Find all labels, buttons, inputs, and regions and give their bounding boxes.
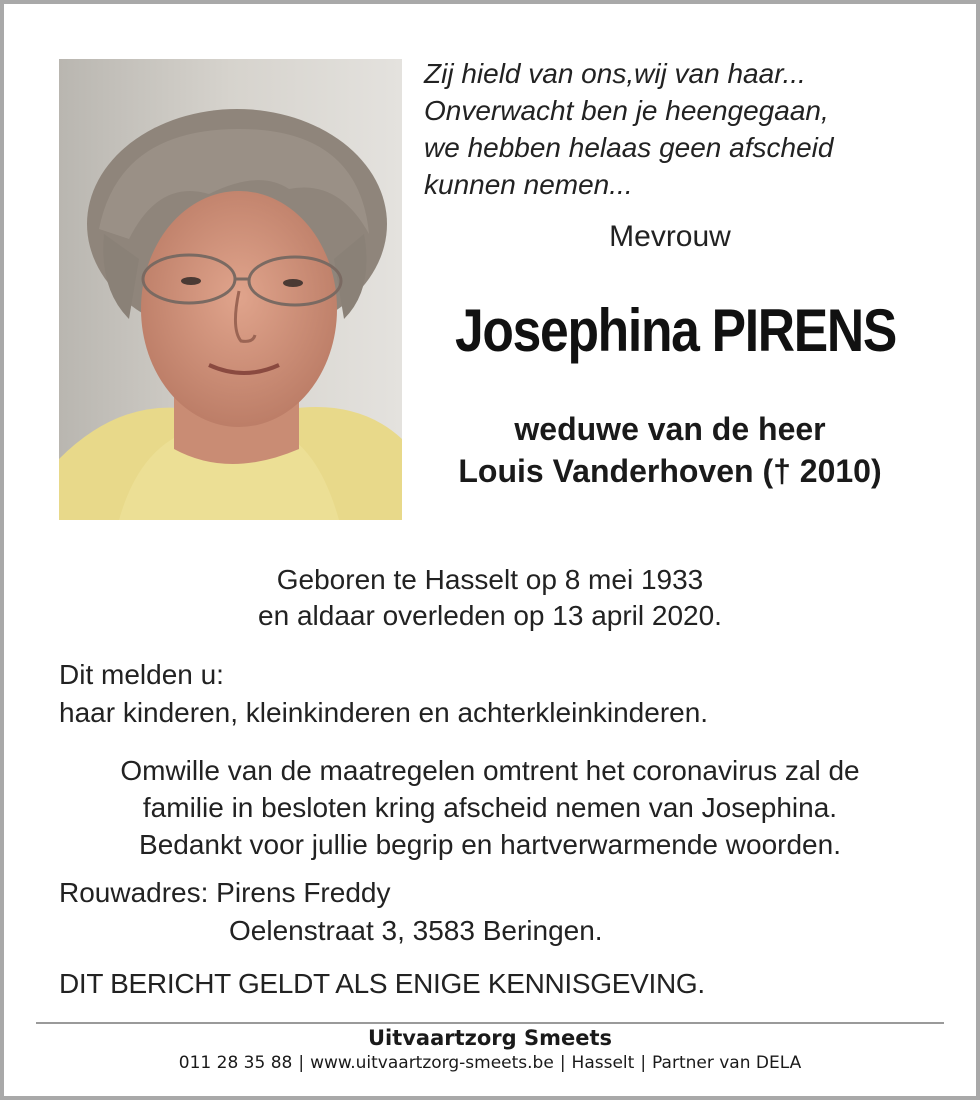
announce-line: haar kinderen, kleinkinderen en achterkleinkinderen.	[59, 697, 709, 728]
official-notice: DIT BERICHT GELDT ALS ENIGE KENNISGEVING.	[59, 968, 705, 999]
mourning-address	[59, 874, 603, 950]
partner: Partner van DELA	[652, 1053, 802, 1073]
city: Hasselt	[571, 1053, 635, 1073]
deceased-name: Josephina PIRENS	[455, 297, 897, 364]
poem-line: Zij hield van ons,wij van haar...	[424, 58, 806, 89]
death-line: en aldaar overleden op 13 april 2020.	[258, 600, 722, 631]
funeral-home-name: Uitvaartzorg Smeets	[367, 1026, 613, 1050]
birth-line: Geboren te Hasselt op 8 mei 1933	[276, 564, 704, 595]
corona-line: familie in besloten kring afscheid nemen van Josephina.	[142, 792, 838, 823]
website-link[interactable]: www.uitvaartzorg-smeets.be	[310, 1053, 554, 1073]
corona-line: Omwille van de maatregelen omtrent het coronavirus zal de	[120, 755, 860, 786]
announcement	[59, 656, 708, 732]
funeral-home-contact	[0, 1053, 980, 1073]
poem-line: kunnen nemen...	[424, 169, 633, 200]
portrait-photo	[59, 59, 402, 520]
corona-message	[0, 752, 980, 863]
widow-line: Louis Vanderhoven († 2010)	[458, 453, 882, 489]
birth-death-info	[0, 562, 980, 634]
corona-line: Bedankt voor jullie begrip en hartverwarmende woorden.	[139, 829, 841, 860]
phone-number: 011 28 35 88	[178, 1053, 293, 1073]
poem-line: Onverwacht ben je heengegaan,	[424, 95, 829, 126]
address-street: Oelenstraat 3, 3583 Beringen.	[229, 915, 603, 946]
footer-divider	[36, 1022, 944, 1024]
address-line: Rouwadres: Pirens Freddy	[59, 877, 391, 908]
poem	[424, 55, 944, 203]
announce-line: Dit melden u:	[59, 659, 224, 690]
widow-line: weduwe van de heer	[514, 411, 826, 447]
separator: |	[640, 1053, 647, 1073]
widow-of	[420, 408, 920, 492]
separator: |	[559, 1053, 566, 1073]
salutation: Mevrouw	[609, 220, 731, 253]
separator: |	[298, 1053, 305, 1073]
poem-line: we hebben helaas geen afscheid	[424, 132, 834, 163]
